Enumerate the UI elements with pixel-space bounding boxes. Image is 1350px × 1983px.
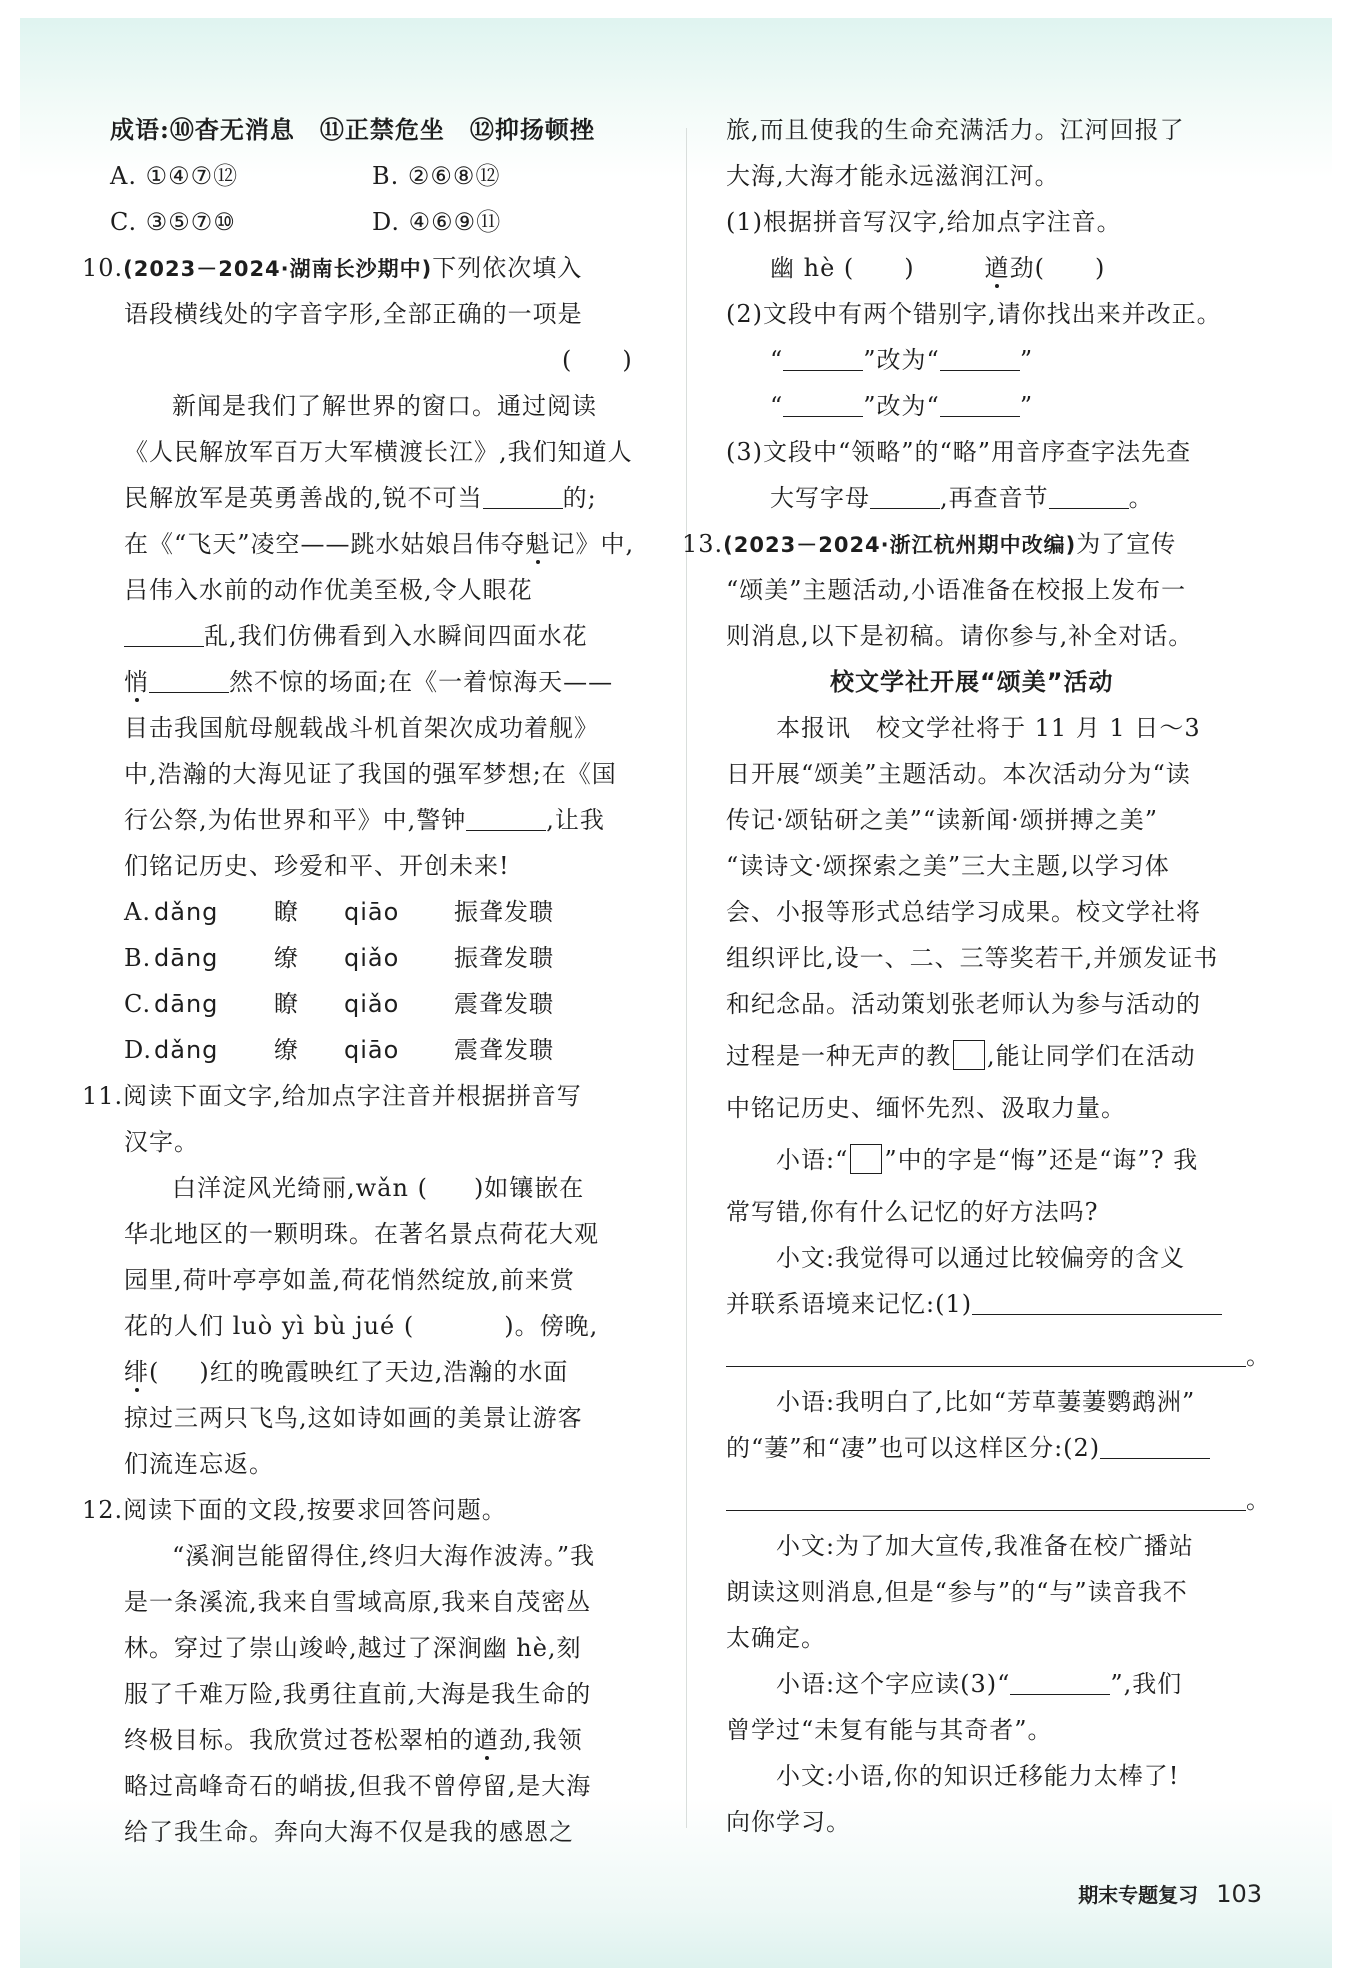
news-line: 日开展“颂美”主题活动。本次活动分为“读: [726, 760, 1191, 788]
option-phrase: 振聋发聩: [454, 898, 554, 926]
q11-number: 11.: [82, 1082, 124, 1110]
q11-passage-line: [124, 1310, 598, 1342]
q12-passage-line: 旅,而且使我的生命充满活力。江河回报了: [726, 116, 1185, 144]
page-number: 103: [1216, 1880, 1262, 1908]
pinyin-item: 劲( ): [1009, 254, 1106, 282]
option-pinyin: dāng: [154, 944, 219, 972]
dialogue-line: 小文:小语,你的知识迁移能力太棒了!: [776, 1762, 1180, 1790]
option-character: 缭: [274, 1036, 299, 1064]
dialogue-line: [776, 1144, 1198, 1176]
news-line: 传记·颂钻研之美”“读新闻·颂拼搏之美”: [726, 806, 1159, 834]
fill-blank[interactable]: [940, 348, 1020, 371]
news-line: 会、小报等形式总结学习成果。校文学社将: [726, 898, 1201, 926]
q9-option-b: B. ②⑥⑧⑫: [372, 162, 501, 190]
answer-line[interactable]: [726, 1488, 1246, 1511]
q9-option-a: A. ①④⑦⑫: [110, 162, 239, 190]
q11-passage-line: 华北地区的一颗明珠。在著名景点荷花大观: [124, 1220, 599, 1248]
dotted-character: 遒: [984, 254, 1010, 282]
dotted-character: 遒: [474, 1726, 499, 1754]
option-label: A.: [124, 898, 151, 926]
option-label: D.: [124, 1036, 153, 1064]
q11-question: [82, 1080, 582, 1112]
page-footer: [1078, 1879, 1262, 1908]
dialogue-line: [726, 1340, 1271, 1372]
passage-text: 过程是一种无声的教: [726, 1042, 951, 1070]
passage-text: 的“萋”和“凄”也可以这样区分:(2): [726, 1434, 1101, 1462]
q12-passage-line: [124, 1724, 583, 1756]
q13-text-cont: “颂美”主题活动,小语准备在校报上发布一: [726, 576, 1187, 604]
q9-idioms: 成语:⑩杳无消息 ⑪正禁危坐 ⑫抑扬顿挫: [110, 115, 595, 144]
fill-blank[interactable]: [1010, 1672, 1110, 1695]
passage-text: )红的晚霞映红了天边,浩瀚的水面: [199, 1358, 569, 1386]
dialogue-line: [776, 1668, 1182, 1700]
news-line: 本报讯 校文学社将于 11 月 1 日～3: [776, 714, 1201, 742]
q10-option-a: [124, 896, 554, 928]
passage-text: 。: [1128, 484, 1154, 512]
q12-passage-line: 林。穿过了崇山竣岭,越过了深涧幽 hè,刻: [124, 1634, 582, 1662]
q10-passage-line: 新闻是我们了解世界的窗口。通过阅读: [172, 392, 597, 420]
option-pinyin: qiǎo: [344, 944, 400, 972]
correction-line-1: [770, 344, 1033, 376]
dotted-character: 绯: [124, 1358, 149, 1386]
q11-passage-line: 掠过三两只飞鸟,这如诗如画的美景让游客: [124, 1404, 583, 1432]
q10-option-c: [124, 988, 554, 1020]
q10-answer-paren: ( ): [562, 346, 633, 374]
passage-text: 在《“飞天”凌空——跳水姑娘吕伟夺: [124, 530, 526, 558]
q12-passage-line: “溪涧岂能留得住,终归大海作波涛。”我: [172, 1542, 596, 1570]
passage-text: ”中的字是“悔”还是“诲”? 我: [884, 1146, 1199, 1174]
q10-passage-line: 《人民解放军百万大军横渡长江》,我们知道人: [124, 438, 633, 466]
q12-passage-line: 略过高峰奇石的峭拔,但我不曾停留,是大海: [124, 1772, 592, 1800]
quote-open: “: [770, 346, 784, 374]
option-label: C.: [124, 990, 152, 1018]
q10-question: [82, 252, 582, 285]
q10-option-d: [124, 1034, 554, 1066]
dialogue-line: 小语:我明白了,比如“芳草萋萋鹦鹉洲”: [776, 1388, 1196, 1416]
option-label: B.: [124, 944, 152, 972]
q12-subquestion-1: (1)根据拼音写汉字,给加点字注音。: [726, 208, 1122, 236]
quote-close: ”: [1019, 392, 1034, 420]
option-phrase: 震聋发聩: [454, 1036, 554, 1064]
news-line: 组织评比,设一、二、三等奖若干,并颁发证书: [726, 944, 1219, 972]
option-phrase: 振聋发聩: [454, 944, 554, 972]
passage-text: 。: [1246, 1342, 1271, 1370]
option-pinyin: dǎng: [154, 1036, 219, 1064]
q11-text-cont: 汉字。: [124, 1128, 199, 1156]
passage-text: 。: [1246, 1486, 1271, 1514]
q13-number: 13.: [682, 530, 724, 558]
passage-text: 花的人们 luò yì bù jué (: [124, 1312, 415, 1340]
q10-text: 下列依次填入: [432, 254, 583, 282]
passage-text: ,再查音节: [940, 484, 1049, 512]
option-pinyin: qiǎo: [344, 990, 400, 1018]
passage-text: 终极目标。我欣赏过苍松翠柏的: [124, 1726, 474, 1754]
correction-line-2: [770, 390, 1033, 422]
passage-text: 的;: [562, 484, 597, 512]
fill-blank[interactable]: [870, 486, 940, 509]
q13-text: 为了宣传: [1076, 530, 1177, 558]
q11-passage-line: [124, 1356, 568, 1388]
q10-passage-line: [124, 666, 613, 698]
fill-blank[interactable]: [124, 624, 204, 647]
passage-text: 乱,我们仿佛看到入水瞬间四面水花: [204, 622, 588, 650]
passage-text: 大写字母: [770, 484, 870, 512]
passage-text: )如镶嵌在: [473, 1174, 585, 1202]
dialogue-line: 小文:我觉得可以通过比较偏旁的含义: [776, 1244, 1186, 1272]
quote-open: “: [770, 392, 784, 420]
option-pinyin: qiāo: [344, 1036, 400, 1064]
passage-text: ,能让同学们在活动: [987, 1042, 1196, 1070]
news-title: 校文学社开展“颂美”活动: [830, 668, 1114, 696]
fill-blank[interactable]: [940, 394, 1020, 417]
q10-passage-line: [124, 528, 634, 560]
q11-text: 阅读下面文字,给加点字注音并根据拼音写: [123, 1082, 582, 1110]
q11-passage-line: 们流连忘返。: [124, 1450, 274, 1478]
q9-option-c: C. ③⑤⑦⑩: [110, 208, 236, 236]
q12-passage-line: 是一条溪流,我来自雪域高原,我来自茂密丛: [124, 1588, 592, 1616]
textbook-page: [20, 18, 1332, 1968]
q13-question: [682, 528, 1176, 561]
q12-passage-line: 给了我生命。奔向大海不仅是我的感恩之: [124, 1818, 574, 1846]
passage-text: (: [149, 1358, 160, 1386]
passage-text: 白洋淀风光绮丽,wǎn (: [172, 1174, 428, 1202]
dialogue-line: 曾学过“未复有能与其奇者”。: [726, 1716, 1053, 1744]
fill-blank[interactable]: [466, 808, 546, 831]
passage-text: 小语:这个字应读(3)“: [776, 1670, 1011, 1698]
q10-source: (2023－2024·湖南长沙期中): [123, 257, 433, 281]
option-character: 缭: [274, 944, 299, 972]
q12-text: 阅读下面的文段,按要求回答问题。: [123, 1496, 507, 1524]
q12-question: [82, 1494, 507, 1526]
change-to-label: ”改为“: [863, 346, 940, 374]
passage-text: )。傍晚,: [504, 1312, 599, 1340]
q10-text-cont: 语段横线处的字音字形,全部正确的一项是: [124, 300, 583, 328]
option-pinyin: dǎng: [154, 898, 219, 926]
fill-blank[interactable]: [783, 394, 863, 417]
quote-close: ”: [1019, 346, 1034, 374]
option-pinyin: qiāo: [344, 898, 400, 926]
q10-passage-line: [124, 620, 588, 652]
q10-number: 10.: [82, 254, 124, 282]
q10-passage-line: [124, 804, 605, 836]
dialogue-line: [726, 1484, 1271, 1516]
dialogue-line: 朗读这则消息,但是“参与”的“与”读音我不: [726, 1578, 1188, 1606]
fill-blank[interactable]: [1049, 486, 1129, 509]
passage-text: ,让我: [546, 806, 605, 834]
passage-text: 劲,我领: [499, 1726, 583, 1754]
q13-source: (2023－2024·浙江杭州期中改编): [723, 533, 1077, 557]
fill-blank[interactable]: [483, 486, 563, 509]
option-phrase: 震聋发聩: [454, 990, 554, 1018]
dialogue-line: [726, 1288, 1222, 1320]
column-divider: [686, 128, 687, 1828]
passage-text: 然不惊的场面;在《一着惊海天——: [229, 668, 614, 696]
news-line: “读诗文·颂探索之美”三大主题,以学习体: [726, 852, 1170, 880]
option-character: 瞭: [274, 898, 299, 926]
passage-text: 并联系语境来记忆:(1): [726, 1290, 973, 1318]
dialogue-line: 常写错,你有什么记忆的好方法吗?: [726, 1198, 1099, 1226]
q10-passage-line: 吕伟入水前的动作优美至极,令人眼花: [124, 576, 533, 604]
q12-number: 12.: [82, 1496, 124, 1524]
q10-passage-line: 目击我国航母舰载战斗机首架次成功着舰》: [124, 714, 599, 742]
answer-box[interactable]: [953, 1040, 985, 1070]
dialogue-line: 小文:为了加大宣传,我准备在校广播站: [776, 1532, 1194, 1560]
q12-passage-line: 服了千难万险,我勇往直前,大海是我生命的: [124, 1680, 592, 1708]
q10-passage-line: 中,浩瀚的大海见证了我国的强军梦想;在《国: [124, 760, 617, 788]
q11-passage-line: 园里,荷叶亭亭如盖,荷花悄然绽放,前来赏: [124, 1266, 575, 1294]
section-title: 期末专题复习: [1078, 1883, 1199, 1907]
option-pinyin: dāng: [154, 990, 219, 1018]
answer-line[interactable]: [1100, 1436, 1210, 1459]
q12-subquestion-3: (3)文段中“领略”的“略”用音序查字法先查: [726, 438, 1192, 466]
passage-text: 记》中,: [550, 530, 635, 558]
passage-text: ”,我们: [1110, 1670, 1183, 1698]
fill-blank[interactable]: [783, 348, 863, 371]
passage-text: 行公祭,为佑世界和平》中,警钟: [124, 806, 467, 834]
passage-text: 小语:“: [776, 1146, 849, 1174]
q11-passage-line: [172, 1172, 584, 1204]
q10-passage-line: 们铭记历史、珍爱和平、开创未来!: [124, 852, 510, 880]
q10-option-b: [124, 942, 554, 974]
pinyin-item: 幽 hè ( ): [770, 254, 915, 282]
dialogue-line: 向你学习。: [726, 1808, 851, 1836]
option-character: 瞭: [274, 990, 299, 1018]
news-line: 和纪念品。活动策划张老师认为参与活动的: [726, 990, 1201, 1018]
q10-passage-line: [124, 482, 597, 514]
change-to-label: ”改为“: [863, 392, 940, 420]
q12-subquestion-2: (2)文段中有两个错别字,请你找出来并改正。: [726, 300, 1222, 328]
q13-text-cont: 则消息,以下是初稿。请你参与,补全对话。: [726, 622, 1194, 650]
q12-subquestion-1-items: [770, 252, 1105, 284]
answer-box[interactable]: [850, 1144, 882, 1174]
news-line: [726, 1040, 1196, 1072]
q9-option-d: D. ④⑥⑨⑪: [372, 208, 502, 236]
answer-line[interactable]: [972, 1292, 1222, 1315]
q12-subquestion-3-cont: [770, 482, 1154, 514]
q12-passage-line: 大海,大海才能永远滋润江河。: [726, 162, 1060, 190]
news-line: 中铭记历史、缅怀先烈、汲取力量。: [726, 1094, 1126, 1122]
dotted-character: 悄: [124, 668, 149, 696]
fill-blank[interactable]: [149, 670, 229, 693]
dialogue-line: [726, 1432, 1210, 1464]
answer-line[interactable]: [726, 1344, 1246, 1367]
passage-text: 民解放军是英勇善战的,锐不可当: [124, 484, 483, 512]
dialogue-line: 太确定。: [726, 1624, 826, 1652]
dotted-character: 魁: [525, 530, 551, 558]
